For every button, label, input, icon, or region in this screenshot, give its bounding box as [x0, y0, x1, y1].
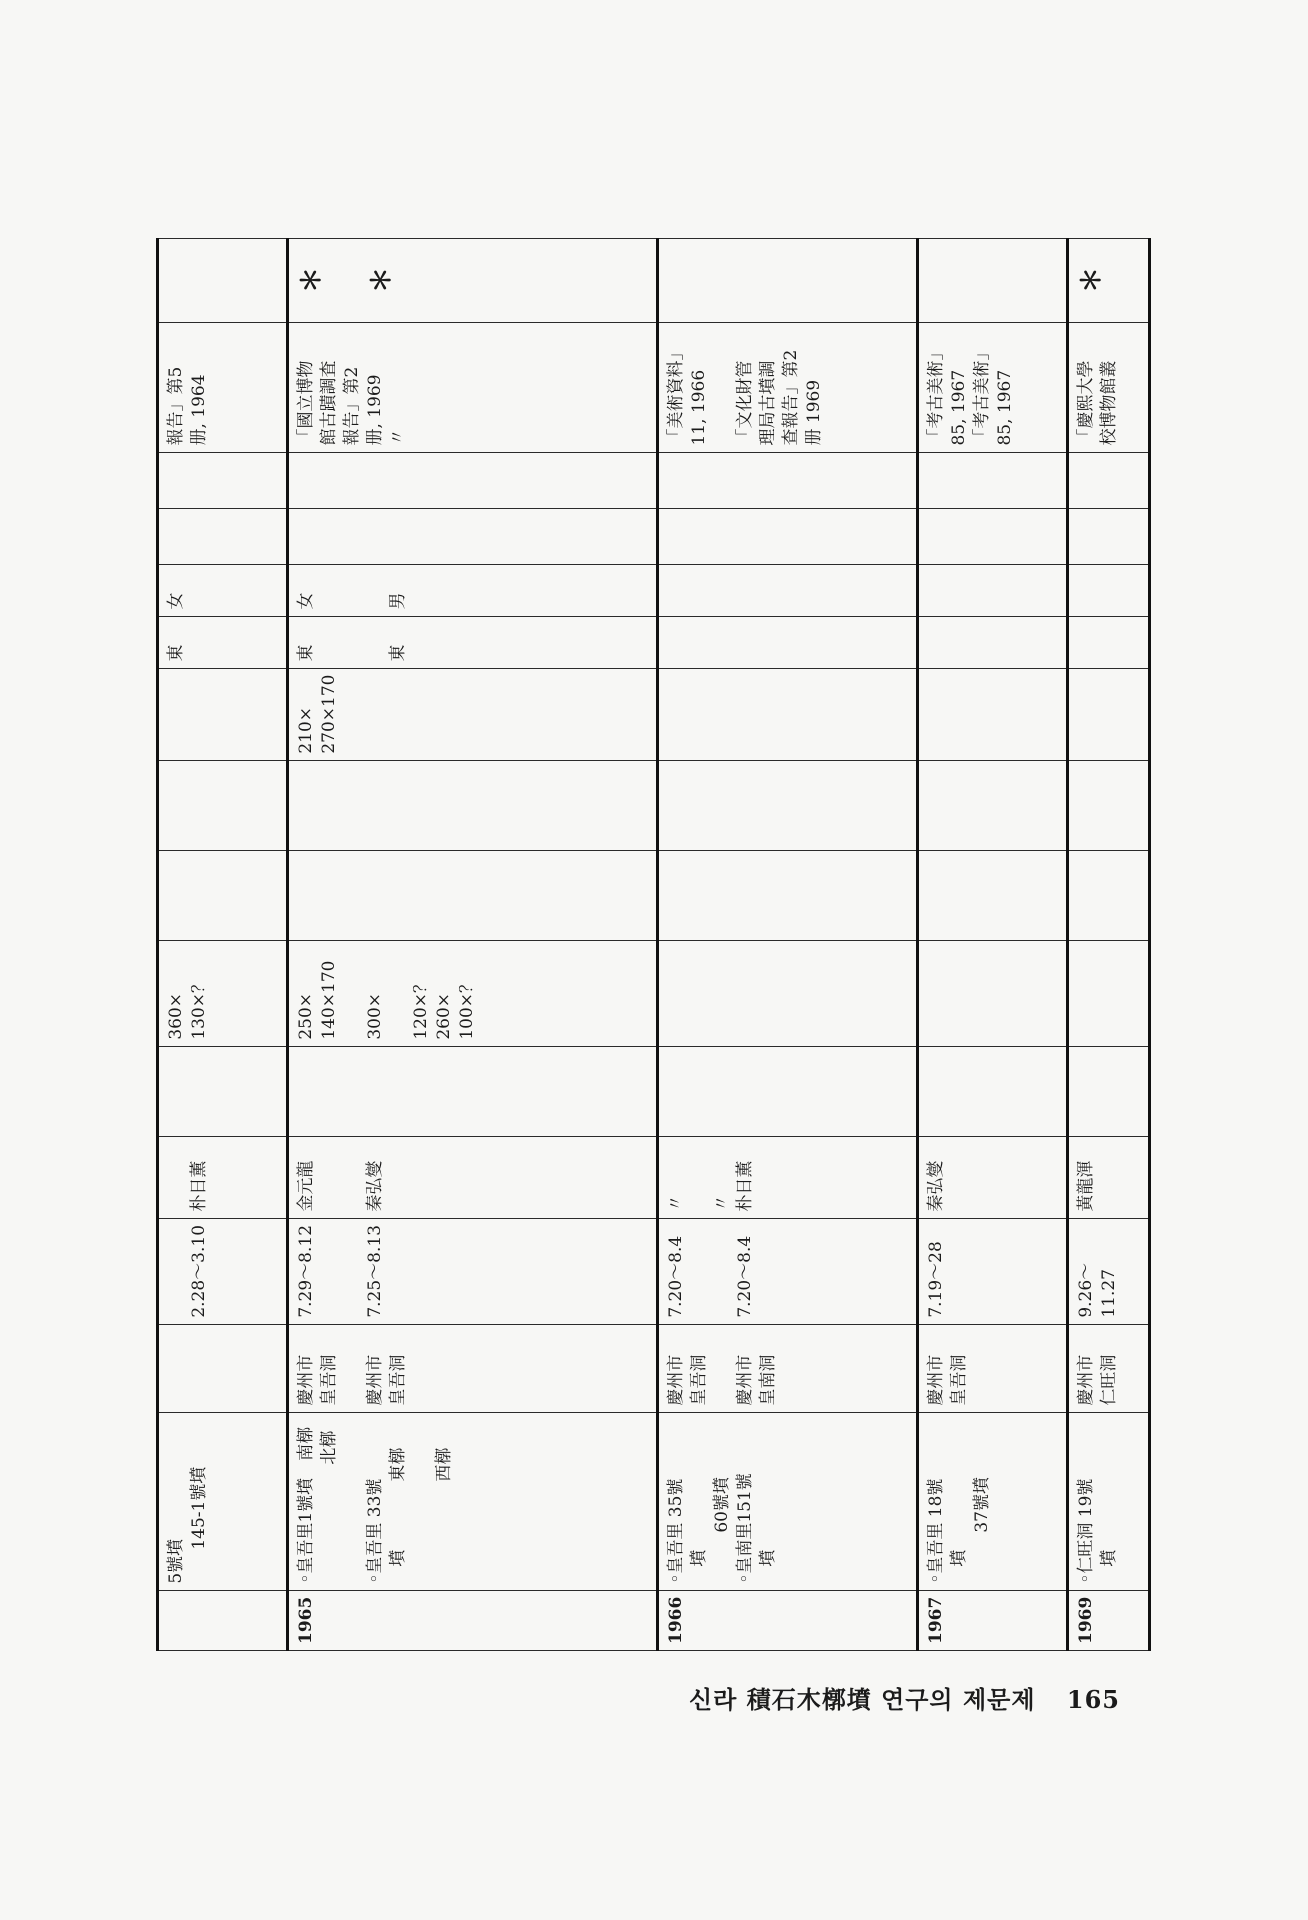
site-cell: 慶州市 皇吾洞 慶州市 皇南洞 [658, 1324, 918, 1412]
year-cell: 1967 [918, 1590, 1068, 1650]
tomb-cell: 5號墳 145-1號墳 [158, 1412, 288, 1590]
orientation-cell [918, 616, 1068, 668]
rotated-table-region [156, 211, 1119, 1651]
year-cell: 1966 [658, 1590, 918, 1650]
date-cell: 7.29～8.12 7.25～8.13 [288, 1218, 658, 1324]
site-cell: 慶州市 仁旺洞 [1068, 1324, 1150, 1412]
table-cell [288, 1046, 658, 1136]
dimension-cell [918, 668, 1068, 760]
dimension-cell [658, 940, 918, 1046]
site-cell: 慶州市 皇吾洞 [918, 1324, 1068, 1412]
year-cell [158, 1590, 288, 1650]
dimension-cell: 250× 140×170 300× 120×？ 260× 100×？ [288, 940, 658, 1046]
excavator-cell: 秦弘燮 [918, 1136, 1068, 1218]
sex-cell [658, 564, 918, 616]
date-cell: 7.19～28 [918, 1218, 1068, 1324]
report-cell: 報告」第5 册, 1964 [158, 322, 288, 452]
table-cell [158, 760, 288, 850]
table-cell [158, 508, 288, 564]
orientation-cell [658, 616, 918, 668]
tomb-cell: ◦皇吾里1號墳 南槨 北槨 ◦皇吾里 33號 墳 東槨 西槨 [288, 1412, 658, 1590]
table-row [918, 238, 1068, 1650]
table-cell [658, 508, 918, 564]
table-cell [1068, 1046, 1150, 1136]
table-cell [288, 452, 658, 508]
table-cell [658, 760, 918, 850]
excavator-cell: 朴日薰 [158, 1136, 288, 1218]
table-cell [918, 760, 1068, 850]
sex-cell [1068, 564, 1150, 616]
report-cell: 「美術資料」 11, 1966 「文化財管 理局古墳調 查報告」第2 册 1969 [658, 322, 918, 452]
date-cell: 9.26～11.27 [1068, 1218, 1150, 1324]
tomb-cell: ◦皇吾里 18號 墳 37號墳 [918, 1412, 1068, 1590]
report-cell: 「慶熙大學 校博物館叢 [1068, 322, 1150, 452]
tomb-cell: ◦仁旺洞 19號 墳 [1068, 1412, 1150, 1590]
table-cell [918, 508, 1068, 564]
report-cell: 「國立博物 館古蹟調査 報告」第2 册, 1969 〃 [288, 322, 658, 452]
table-cell [658, 1046, 918, 1136]
table-cell [918, 850, 1068, 940]
page-number: 165 [1066, 1685, 1120, 1714]
sex-cell: 女 [158, 564, 288, 616]
table-cell [918, 1046, 1068, 1136]
dimension-cell [1068, 940, 1150, 1046]
sex-cell [918, 564, 1068, 616]
orientation-cell [1068, 616, 1150, 668]
dimension-cell: 210× 270×170 [288, 668, 658, 760]
table-cell [1068, 760, 1150, 850]
dimension-cell: 360× 130×？ [158, 940, 288, 1046]
footer-title: 신라 積石木槨墳 연구의 제문제 [688, 1686, 1036, 1714]
asterisk-cell [918, 238, 1068, 322]
year-cell: 1969 [1068, 1590, 1150, 1650]
excavator-cell: 金元龍 秦弘燮 [288, 1136, 658, 1218]
orientation-cell: 東 [158, 616, 288, 668]
year-cell: 1965 [288, 1590, 658, 1650]
dimension-cell [158, 668, 288, 760]
table-cell [288, 508, 658, 564]
table-cell [288, 850, 658, 940]
table-cell [1068, 850, 1150, 940]
dimension-cell [918, 940, 1068, 1046]
excavator-cell: 黃龍渾 [1068, 1136, 1150, 1218]
sex-cell: 女 男 [288, 564, 658, 616]
date-cell: 7.20～8.4 7.20～8.4 [658, 1218, 918, 1324]
running-footer [640, 1680, 1120, 1715]
site-cell: 慶州市 皇吾洞 慶州市 皇吾洞 [288, 1324, 658, 1412]
asterisk-cell: ＊ [1068, 238, 1150, 322]
table-row [1068, 238, 1150, 1650]
table-cell [1068, 508, 1150, 564]
asterisk-cell [158, 238, 288, 322]
table-row [158, 238, 288, 1650]
table-row [658, 238, 918, 1650]
table-cell [918, 452, 1068, 508]
table-cell [1068, 452, 1150, 508]
excavation-table [156, 238, 1151, 1651]
date-cell: 2.28～3.10 [158, 1218, 288, 1324]
report-cell: 「考古美術」 85, 1967 「考古美術」 85, 1967 [918, 322, 1068, 452]
table-cell [658, 850, 918, 940]
excavator-cell: 〃 〃 朴日薰 [658, 1136, 918, 1218]
table-cell [288, 760, 658, 850]
dimension-cell [658, 668, 918, 760]
orientation-cell: 東 東 [288, 616, 658, 668]
asterisk-cell [658, 238, 918, 322]
asterisk-cell: ＊ ＊ [288, 238, 658, 322]
table-cell [658, 452, 918, 508]
table-cell [158, 850, 288, 940]
dimension-cell [1068, 668, 1150, 760]
table-cell [158, 1046, 288, 1136]
site-cell [158, 1324, 288, 1412]
table-cell [158, 452, 288, 508]
tomb-cell: ◦皇吾里 35號 墳 60號墳 ◦皇南里151號 墳 [658, 1412, 918, 1590]
table-row [288, 238, 658, 1650]
